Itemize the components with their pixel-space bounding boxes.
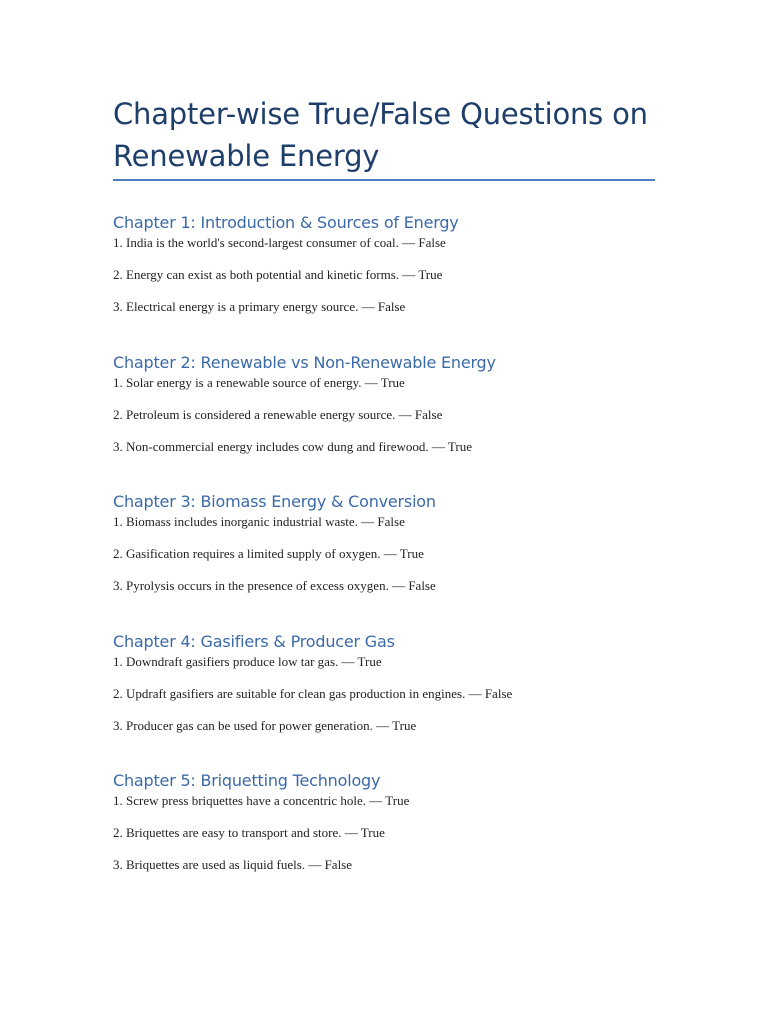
question-item: 1. India is the world's second-largest consumer of coal. — False (113, 235, 446, 250)
question-item: 2. Energy can exist as both potential and kinetic forms. — True (113, 267, 443, 282)
question-item: 2. Briquettes are easy to transport and store. — True (113, 825, 385, 840)
chapter-2-section (113, 352, 673, 456)
chapter-4-question-list (113, 653, 673, 735)
question-item: 3. Electrical energy is a primary energy source. — False (113, 299, 406, 314)
question-item: 2. Petroleum is considered a renewable energy source. — False (113, 407, 443, 422)
chapter-4-heading: Chapter 4: Gasifiers & Producer Gas (113, 632, 395, 651)
chapter-3-heading: Chapter 3: Biomass Energy & Conversion (113, 492, 436, 511)
question-item: 1. Downdraft gasifiers produce low tar gas. — True (113, 654, 382, 669)
question-item: 3. Briquettes are used as liquid fuels. — False (113, 857, 353, 872)
question-item: 2. Gasification requires a limited supply of oxygen. — True (113, 546, 424, 561)
chapter-2-question-list (113, 374, 673, 456)
document-title (113, 93, 658, 177)
chapter-1-question-list (113, 234, 673, 316)
chapter-4-section (113, 631, 673, 735)
chapter-5-question-list (113, 792, 673, 874)
question-item: 1. Screw press briquettes have a concentric hole. — True (113, 793, 410, 808)
document-title-line-1: Chapter-wise True/False Questions on (113, 97, 648, 131)
question-item: 3. Non-commercial energy includes cow dung and firewood. — True (113, 439, 472, 454)
question-item: 2. Updraft gasifiers are suitable for clean gas production in engines. — False (113, 686, 513, 701)
chapter-1-section (113, 212, 673, 316)
chapter-2-heading: Chapter 2: Renewable vs Non-Renewable Energy (113, 353, 496, 372)
title-underline-rule (113, 179, 655, 181)
question-item: 3. Pyrolysis occurs in the presence of excess oxygen. — False (113, 578, 436, 593)
document-title-line-2: Renewable Energy (113, 139, 380, 173)
chapter-5-heading: Chapter 5: Briquetting Technology (113, 771, 381, 790)
chapter-3-question-list (113, 513, 673, 595)
chapter-3-section (113, 491, 673, 595)
question-item: 1. Biomass includes inorganic industrial waste. — False (113, 514, 405, 529)
question-item: 1. Solar energy is a renewable source of energy. — True (113, 375, 405, 390)
question-item: 3. Producer gas can be used for power generation. — True (113, 718, 417, 733)
chapter-5-section (113, 770, 673, 874)
chapter-1-heading: Chapter 1: Introduction & Sources of Energy (113, 213, 459, 232)
